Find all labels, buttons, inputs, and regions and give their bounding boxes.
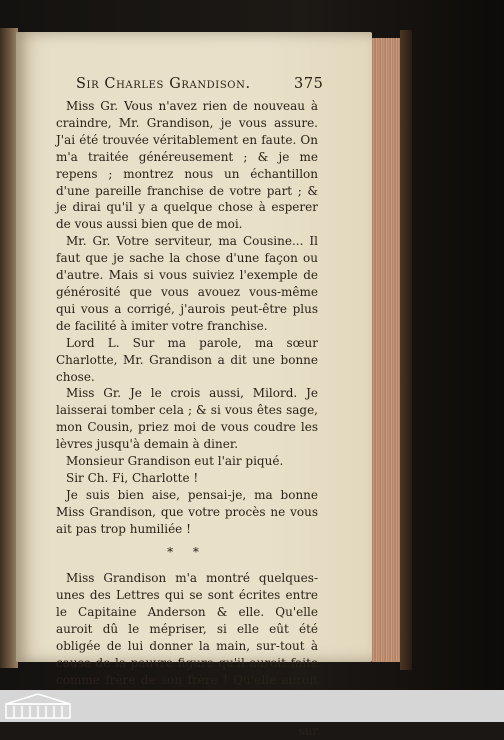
paragraph: Miss Grandison m'a montré quelques-unes des Lettres qui se sont écrites entre le Capitaine Anderson & elle. Qu'elle auroit dû le mépriser, si elle eût été obligée de lui donner la main, sur-tout à cause de la pauvre figure qu'il auroit faite comme frère de son frère ! Qu'elle auroit [56,571,318,687]
page-edges [372,38,403,662]
paragraph: Monsieur Grandison eut l'air piqué. [66,454,284,469]
paragraph: Je suis bien aise, pensai-je, ma bonne Miss Grandison, que votre procès ne vous ait pas trop humiliée ! [56,487,318,536]
page-text [56,98,318,740]
library-building-icon [4,692,72,720]
right-cover-edge [400,30,412,670]
paragraph: Miss Gr. Vous n'avez rien de nouveau à craindre, Mr. Grandison, je vous assure. J'ai été trouvée véritablement en faute. On m'a traitée généreusement ; & je me repens ; montrez nous un échantillon d'une pareille franchise de votre part ; & je dirai qu'il y a quelque chose à esperer de vous aussi bien que de moi. [56,99,318,232]
running-head [76,76,336,98]
running-title: Sir Charles Grandison. [76,76,251,92]
paragraph: Lord L. Sur ma parole, ma sœur Charlotte, Mr. Grandison a dit une bonne chose. [56,335,318,384]
paragraph: Sir Ch. Fi, Charlotte ! [66,470,199,485]
catchword: sur [298,723,318,738]
viewer-footer [0,690,504,722]
paragraph: Mr. Gr. Votre serviteur, ma Cousine... Il faut que je sache la chose d'une façon ou d'autre. Mais si vous suiviez l'exemple de générosité que vous avouez vous-même qui vous a corrigé, j'aurois peut-être plus de facilité à imiter votre franchise. [56,234,318,333]
paragraph: Miss Gr. Je le crois aussi, Milord. Je laisserai tomber cela ; & si vous êtes sage, mon Cousin, priez moi de vous coudre les lèvres jusqu'à demain à diner. [56,386,318,452]
page-number: 375 [294,76,324,92]
section-separator: * * [167,544,207,559]
